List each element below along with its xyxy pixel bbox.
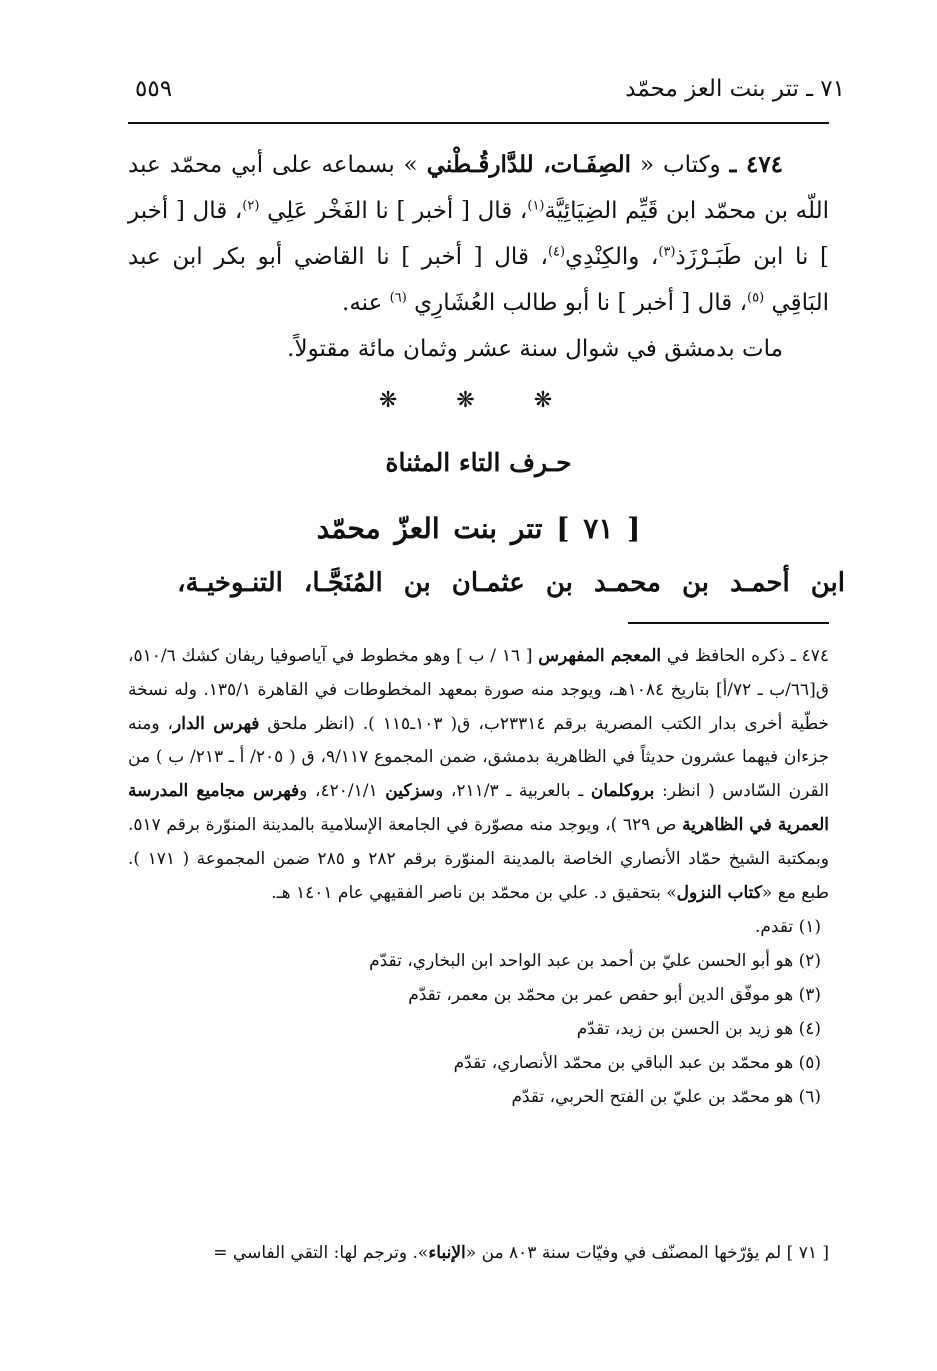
footnote-text: ». وترجم لها: التقي الفاسي =	[213, 1243, 429, 1263]
footnote-text: ٤٧٤ ـ ذكره الحافظ في	[661, 646, 829, 666]
footnote-rule	[628, 622, 829, 624]
page-number: ٥٥٩	[135, 76, 173, 102]
biography-subheading: ابن أحمـد بن محمـد بن عثمـان بن المُنَجَّـا، التنـوخيـة،	[177, 568, 845, 598]
footnote-bold: فهرس الدار	[173, 713, 260, 734]
footnote-text: ـ بالعربية ـ ٢١١/٣، و	[435, 781, 591, 802]
entry-text: ، قال [ أخبر ] نا القاضي أبو بكر ابن عبد البَاقِي	[128, 244, 829, 316]
entry-text: ، والكِنْدِي	[565, 244, 659, 270]
footnote-bold: الإنباء	[428, 1243, 466, 1263]
footnote-3: (٣) هو موفّق الدين أبو حفص عمر بن محمّد بن معمر، تقدّم	[408, 985, 821, 1006]
asterism-separator: ❋ ❋ ❋	[378, 388, 579, 413]
footnote-1: (١) تقدم.	[754, 917, 821, 938]
footnote-bold: سزكين	[385, 781, 436, 802]
running-title: ٧١ ـ تتر بنت العز محمّد	[625, 76, 845, 102]
footnote-ref: (٤)	[547, 244, 566, 260]
footnotes	[128, 640, 829, 1114]
footnote-ref: (٦)	[389, 290, 407, 306]
header-rule	[128, 122, 829, 124]
footnote-bold: فهرس مجاميع المدرسة العمرية في الظاهرية	[128, 781, 829, 835]
footnote-6: (٦) هو محمّد بن عليّ بن الفتح الحربي، تقدّم	[511, 1087, 821, 1108]
footnote-5: (٥) هو محمّد بن عبد الباقي بن محمّد الأنصاري، تقدّم	[453, 1053, 821, 1074]
entry-text: » بسماعه على أبي محمّد عبد اللّه بن محمّد ابن قَيِّم الضِيَائِيَّة	[128, 152, 829, 224]
entry-text: ، قال [ أخبر ] نا أبو طالب العُشَارِي	[414, 290, 748, 316]
footnote-ref: (٥)	[747, 290, 765, 306]
footnote-text: [ ١٦ / ب ] وهو مخطوط في آياصوفيا ريفان كشك ٥١٠/٦، ق[٦٦/ب ـ ٧٢/أ] بتاريخ ١٠٨٤هـ، ويوجد منه صورة بمعهد المخطوطات في القاهرة ١٣٥/١. وله نسخة خطّية أخرى بدار الكتب المصرية برقم ٢٣٣١٤ب، ق( ١٠٣ـ١١٥ ). (انظر ملحق	[128, 646, 830, 734]
footnote-71	[128, 1236, 829, 1270]
footnote-ref: (١)	[527, 198, 545, 214]
entry-text: ، قال [ أخبر ] نا الفَخْر عَلِي	[267, 198, 528, 224]
entry-474	[128, 142, 829, 326]
footnote-ref: (٣)	[658, 244, 676, 260]
footnote-text: ، ومنه جزءان فيهما عشرون حديثاً في الظاهرية بدمشق، ضمن المجموع ٩/١١٧، ق ( ٢٠٥/ أ ـ ٢١٣/ ب ) من القرن السّادس ( انظر:	[128, 713, 829, 802]
section-heading: حـرف التاء المثناة	[385, 448, 572, 477]
entry-number: ٤٧٤ ـ	[729, 151, 784, 178]
entry-text: وكتاب «	[639, 152, 721, 178]
entry-text: ، قال [ أخبر ] نا ابن طَبَـرْزَذ	[128, 198, 829, 270]
footnote-2: (٢) هو أبو الحسن عليّ بن أحمد بن عبد الواحد ابن البخاري، تقدّم	[369, 951, 821, 972]
footnote-bold: بروكلمان	[590, 781, 655, 802]
footnote-text: ٤٢٠/١/١، و	[299, 781, 386, 802]
footnote-bold: كتاب النزول	[676, 882, 762, 903]
death-note: مات بدمشق في شوال سنة عشر وثمان مائة مقتولاً.	[287, 336, 783, 362]
book-title: الصِفَـات، للدَّارقُـطْني	[426, 151, 632, 178]
footnote-text: [ ٧١ ] لم يؤرّخها المصنّف في وفيّات سنة ٨٠٣ من «	[465, 1243, 829, 1263]
biography-heading: [ ٧١ ] تتر بنت العزّ محمّد	[316, 512, 641, 545]
footnote-bold: المعجم المفهرس	[538, 646, 662, 666]
footnote-474	[128, 640, 829, 910]
footnote-text: ص ٦٢٩ )، ويوجد منه مصوّرة في الجامعة الإسلامية بالمدينة المنوّرة برقم ٥١٧. وبمكتبة الشيخ حمّاد الأنصاري الخاصة بالمدينة المنوّرة برقم ٢٨٢ و ٢٨٥ ضمن المجموعة ( ١٧١ ). طبع مع «	[128, 814, 829, 903]
main-text	[128, 142, 829, 372]
footnote-4: (٤) هو زيد بن الحسن بن زيد، تقدّم	[576, 1019, 821, 1040]
footnote-ref: (٢)	[242, 198, 260, 214]
footnote-text: » بتحقيق د. علي بن محمّد بن ناصر الفقيهي عام ١٤٠١ هـ.	[271, 882, 677, 903]
entry-text: عنه.	[342, 290, 390, 316]
